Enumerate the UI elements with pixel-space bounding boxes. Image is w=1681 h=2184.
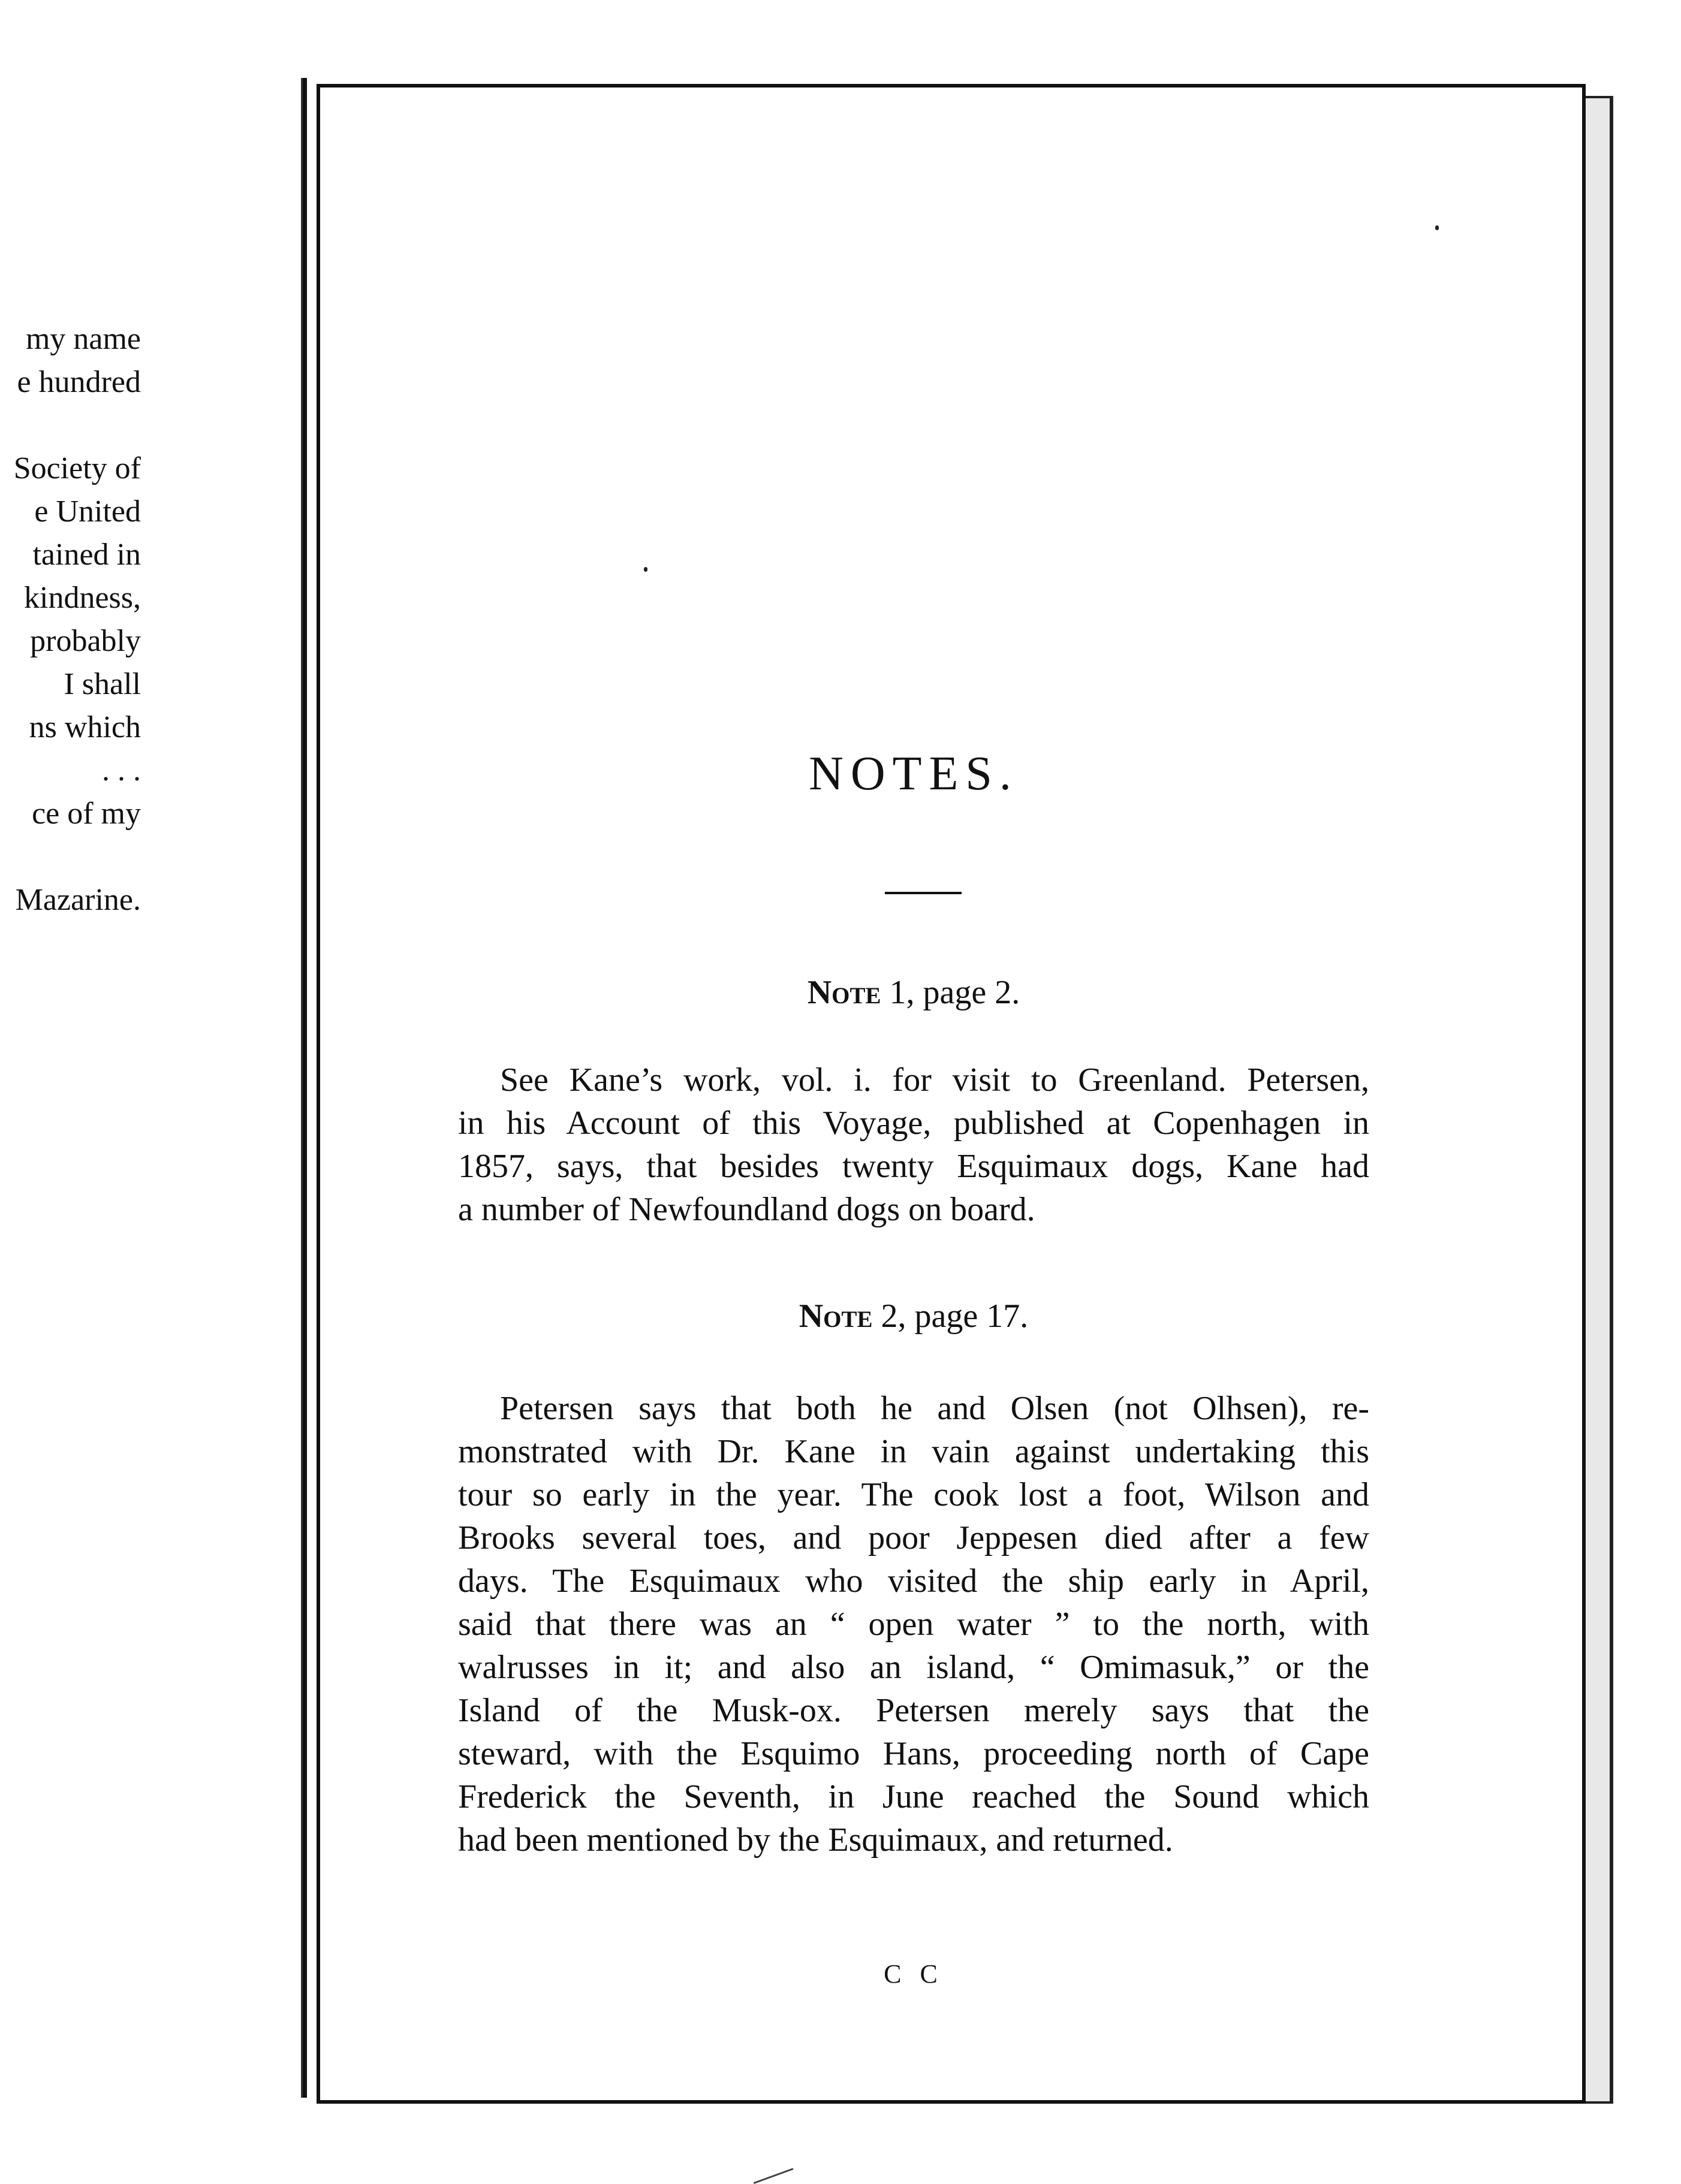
scan-top-margin bbox=[0, 0, 1681, 72]
note-2-line: tour so early in the year. The cook lost a foot, Wilson and bbox=[458, 1476, 1369, 1513]
left-line: e United bbox=[34, 494, 141, 529]
note-2-line: had been mentioned by the Esquimaux, and returned. bbox=[458, 1821, 1173, 1859]
note-1-line: a number of Newfoundland dogs on board. bbox=[458, 1191, 1035, 1228]
scan-artifact bbox=[747, 2151, 793, 2184]
left-line: probably bbox=[30, 624, 141, 658]
title-rule bbox=[885, 892, 962, 894]
note-2-body bbox=[458, 1387, 1369, 1862]
left-line: e hundred bbox=[17, 365, 141, 399]
page-title: NOTES. bbox=[809, 747, 1019, 800]
note-2-heading bbox=[458, 1297, 1369, 1335]
signature-mark: C C bbox=[884, 1959, 944, 1989]
left-line-gap bbox=[14, 404, 141, 447]
note-1-heading-label: Note bbox=[807, 974, 881, 1011]
left-page-text bbox=[14, 318, 141, 922]
note-2-line: Island of the Musk-ox. Petersen merely says that the bbox=[458, 1692, 1369, 1729]
left-line: ce of my bbox=[32, 797, 141, 831]
note-2-line: Frederick the Seventh, in June reached the Sound which bbox=[458, 1778, 1369, 1815]
left-page bbox=[0, 78, 307, 2098]
left-page-edge bbox=[301, 78, 303, 2098]
left-line: ns which bbox=[29, 710, 141, 744]
left-line: kindness, bbox=[24, 581, 141, 615]
print-speck bbox=[644, 567, 647, 572]
note-1-body bbox=[458, 1058, 1369, 1231]
note-1-line: See Kane’s work, vol. i. for visit to Greenland. Petersen, bbox=[500, 1061, 1369, 1099]
right-page bbox=[317, 84, 1586, 2104]
left-line: Mazarine. bbox=[15, 883, 141, 917]
page-stack-edge bbox=[1586, 96, 1613, 2104]
book-gutter bbox=[307, 66, 317, 2104]
left-line-gap bbox=[14, 835, 141, 879]
note-2-line: days. The Esquimaux who visited the ship early in April, bbox=[458, 1562, 1369, 1600]
note-2-heading-label: Note bbox=[799, 1298, 873, 1335]
note-2-line: walrusses in it; and also an island, “ Omimasuk,” or the bbox=[458, 1649, 1369, 1686]
note-1-heading bbox=[458, 973, 1369, 1012]
left-line: I shall bbox=[64, 667, 141, 701]
note-2-line: steward, with the Esquimo Hans, proceeding north of Cape bbox=[458, 1735, 1369, 1772]
left-line: Society of bbox=[13, 451, 141, 485]
note-2-line: Petersen says that both he and Olsen (not Olhsen), re- bbox=[500, 1390, 1369, 1427]
print-speck bbox=[1435, 225, 1439, 230]
note-1-heading-ref: 1, page 2. bbox=[881, 974, 1020, 1011]
left-line: . . . bbox=[102, 753, 141, 788]
left-line: my name bbox=[25, 322, 141, 356]
note-2-heading-ref: 2, page 17. bbox=[872, 1298, 1029, 1335]
note-1-line: in his Account of this Voyage, published at Copenhagen in bbox=[458, 1105, 1369, 1142]
note-2-line: Brooks several toes, and poor Jeppesen died after a few bbox=[458, 1519, 1369, 1556]
note-2-line: monstrated with Dr. Kane in vain against undertaking this bbox=[458, 1433, 1369, 1470]
note-1-line: 1857, says, that besides twenty Esquimaux dogs, Kane had bbox=[458, 1148, 1369, 1185]
note-2-line: said that there was an “ open water ” to the north, with bbox=[458, 1606, 1369, 1643]
left-line: tained in bbox=[32, 538, 141, 572]
